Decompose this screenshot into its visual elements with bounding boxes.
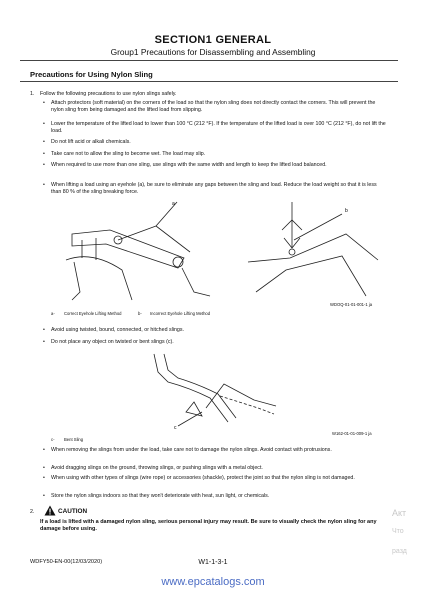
item-text: Follow the following precautions to use nylon slings safely. <box>40 91 177 97</box>
warning-triangle-icon <box>44 505 56 516</box>
caption-key: c- <box>51 437 55 442</box>
figure-label-a: a <box>172 201 175 207</box>
list-item: • When removing the slings from under the load, take care not to damage the nylon slings. Avoid contact with protrusions. <box>51 447 386 454</box>
item-number: 2. <box>30 509 35 515</box>
caution-text: If a load is lifted with a damaged nylon sling, serious personal injury may result. Be sure to visually check the nylon sling for any damage before using. <box>40 519 377 532</box>
overlay-text: разд <box>392 548 407 555</box>
list-item: • Attach protectors (soft material) on the corners of the load so that the nylon sling does not directly contact the corners. This will prevent the nylon sling from being damaged and the lifted load from slipping. <box>51 100 386 113</box>
document-code: WDFY50-EN-00(12/03/2020) <box>30 559 103 565</box>
list-item: • Avoid dragging slings on the ground, throwing slings, or pushing slings with a metal object. <box>51 465 386 472</box>
overlay-text: Что <box>392 528 404 535</box>
list-item: • Do not place any object on twisted or bent slings (c). <box>51 339 386 346</box>
caption-bent-sling: Bent Sling <box>64 437 84 442</box>
section-heading: Precautions for Using Nylon Sling <box>30 70 153 79</box>
caption-incorrect-lifting: Incorrect Eyehole Lifting Method <box>150 311 211 316</box>
list-item: • Do not lift acid or alkali chemicals. <box>51 139 386 146</box>
bent-sling-illustration <box>150 352 280 430</box>
figure-code: WDOQ-01-01-001-1 ja <box>330 302 373 307</box>
page-number: W1-1-3-1 <box>198 559 228 566</box>
list-item: • When using with other types of slings (wire rope) or accessories (shackle), protect the joint so that the nylon sling is not damaged. <box>51 475 386 482</box>
list-item: • Take care not to allow the sling to become wet. The load may slip. <box>51 151 386 158</box>
list-item: • Avoid using twisted, bound, connected, or hitched slings. <box>51 327 386 334</box>
caution-label: CAUTION <box>58 508 88 515</box>
overlay-text: Акт <box>392 508 407 518</box>
group-subtitle: Group1 Precautions for Disassembling and Assembling <box>110 47 316 57</box>
list-item: • When required to use more than one sling, use slings with the same width and length to keep the lifted load balanced. <box>51 162 386 169</box>
correct-eyehole-lifting-illustration <box>62 200 212 302</box>
figure-label-b: b <box>345 208 348 214</box>
item-number: 1. <box>30 91 35 97</box>
section-title: SECTION1 GENERAL <box>154 34 272 46</box>
header-rule <box>20 60 398 61</box>
list-item: • Lower the temperature of the lifted load to lower than 100 °C (212 °F). If the temperature of the lifted load is over 100 °C (212 °F), do not lift the load. <box>51 121 386 134</box>
watermark-url: www.epcatalogs.com <box>161 576 265 588</box>
incorrect-eyehole-lifting-illustration <box>246 200 386 300</box>
list-item: • Store the nylon slings indoors so that they won't deteriorate with heat, sun light, or chemicals. <box>51 493 386 500</box>
section-rule <box>20 81 398 82</box>
list-item: • When lifting a load using an eyehole (a), be sure to eliminate any gaps between the sling and load. Reduce the load weight so that it is less than 80 % of the sling breaking force. <box>51 182 386 195</box>
figure-label-c: c <box>174 425 177 430</box>
caption-key: b- <box>138 311 142 316</box>
caption-correct-lifting: Correct Eyehole Lifting Method <box>64 311 122 316</box>
caption-key: a- <box>51 311 55 316</box>
figure-code: W162-01-01-009-1 ja <box>332 431 372 436</box>
